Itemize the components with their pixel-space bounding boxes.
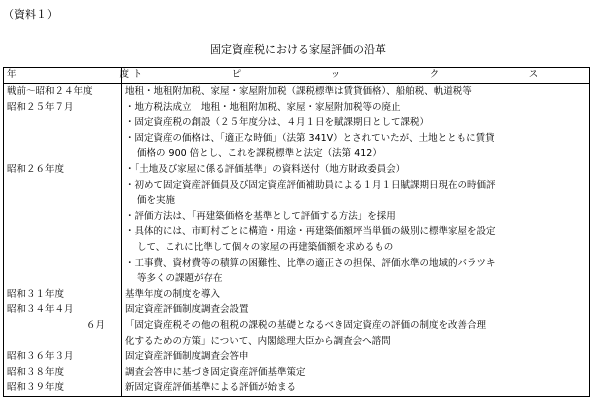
header-topics: ト ピ ッ ク ス	[122, 68, 590, 84]
topic-line: ・評価方法は、「再建築価格を基準として評価する方法」を採用	[125, 210, 396, 222]
table-row	[4, 318, 590, 349]
topic-line: ・固定資産の価格は、「適正な時価」（法第 341Ⅴ）とされていたが、土地とともに賃貸	[125, 132, 495, 144]
topic-cell	[122, 380, 590, 396]
year-cell: 昭和３９年度	[4, 380, 122, 396]
topic-cell	[122, 287, 590, 303]
topic-cell	[122, 162, 590, 287]
table-row	[4, 302, 590, 318]
year-cell: 昭和３６年３月	[4, 349, 122, 365]
topic-line: 地租・地租附加税、家屋・家屋附加税（課税標準は賃貸価格）、船舶税、軌道税等	[125, 86, 472, 97]
topic-line: して、これに比準して個々の家屋の再建築価額を求めるもの	[137, 241, 394, 253]
year-cell: 昭和３１年度	[4, 287, 122, 303]
topic-cell	[122, 84, 590, 100]
history-table	[3, 67, 590, 397]
year-cell: 昭和２６年度	[4, 162, 122, 287]
topic-cell	[122, 100, 590, 162]
topic-line: 「固定資産税その他の租税の課税の基礎となるべき固定資産の評価の制度を改善合理	[125, 319, 487, 331]
topic-line: 化するための方策」について、内閣総理大臣から調査会へ諮問	[125, 335, 391, 347]
topic-line: 調査会答申に基づき固定資産評価基準策定	[125, 366, 306, 378]
topic-line: 新固定資産評価基準による評価が始まる	[125, 382, 297, 394]
topic-line: ・「土地及び家屋に係る評価基準」の資料送付（地方財政委員会）	[125, 163, 406, 175]
year-cell: 昭和３８年度	[4, 365, 122, 381]
topic-cell	[122, 365, 590, 381]
topic-line: ・地方税法成立 地租・地租附加税、家屋・家屋附加税等の廃止	[125, 101, 401, 113]
header-year: 年 度	[4, 68, 122, 84]
table-row	[4, 84, 590, 100]
topic-cell	[122, 302, 590, 318]
year-cell: 昭和３４年４月	[4, 302, 122, 318]
table-row	[4, 287, 590, 303]
table-row	[4, 100, 590, 162]
table-row	[4, 162, 590, 287]
document-label: （資料１）	[3, 8, 58, 21]
year-cell: 昭和２５年７月	[4, 100, 122, 162]
topic-line: ・工事費、資材費等の積算の困難性、比準の適正さの担保、評価水準の地域的バラツキ	[125, 257, 496, 269]
table-row	[4, 349, 590, 365]
topic-line: ・初めて固定資産評価員及び固定資産評価補助員による１月１日賦課期日現在の時価評	[125, 179, 496, 191]
topic-cell	[122, 318, 590, 349]
table-header-row	[4, 68, 590, 84]
topic-line: ・固定資産税の創設（２５年度分は、４月１日を賦課期日として課税）	[125, 117, 430, 129]
table-row	[4, 380, 590, 396]
topic-line: 等多くの課題が存在	[137, 273, 223, 285]
year-cell: 戦前～昭和２４年度	[4, 84, 122, 100]
topic-line: 固定資産評価制度調査会設置	[125, 304, 249, 316]
table-row	[4, 365, 590, 381]
topic-line: 基準年度の制度を導入	[125, 288, 221, 300]
topic-line: 固定資産評価制度調査会答申	[125, 351, 249, 363]
document-title: 固定資産税における家屋評価の沿革	[210, 43, 386, 56]
topic-line: 価を実施	[137, 195, 176, 207]
year-cell: ６月	[4, 318, 122, 349]
topic-cell	[122, 349, 590, 365]
topic-line: ・具体的には、市町村ごとに構造・用途・再建築価額坪当単価の級別に標準家屋を設定	[125, 226, 496, 238]
topic-line: 価格の 900 倍とし、これを課税標準と法定（法第 412）	[137, 148, 382, 160]
